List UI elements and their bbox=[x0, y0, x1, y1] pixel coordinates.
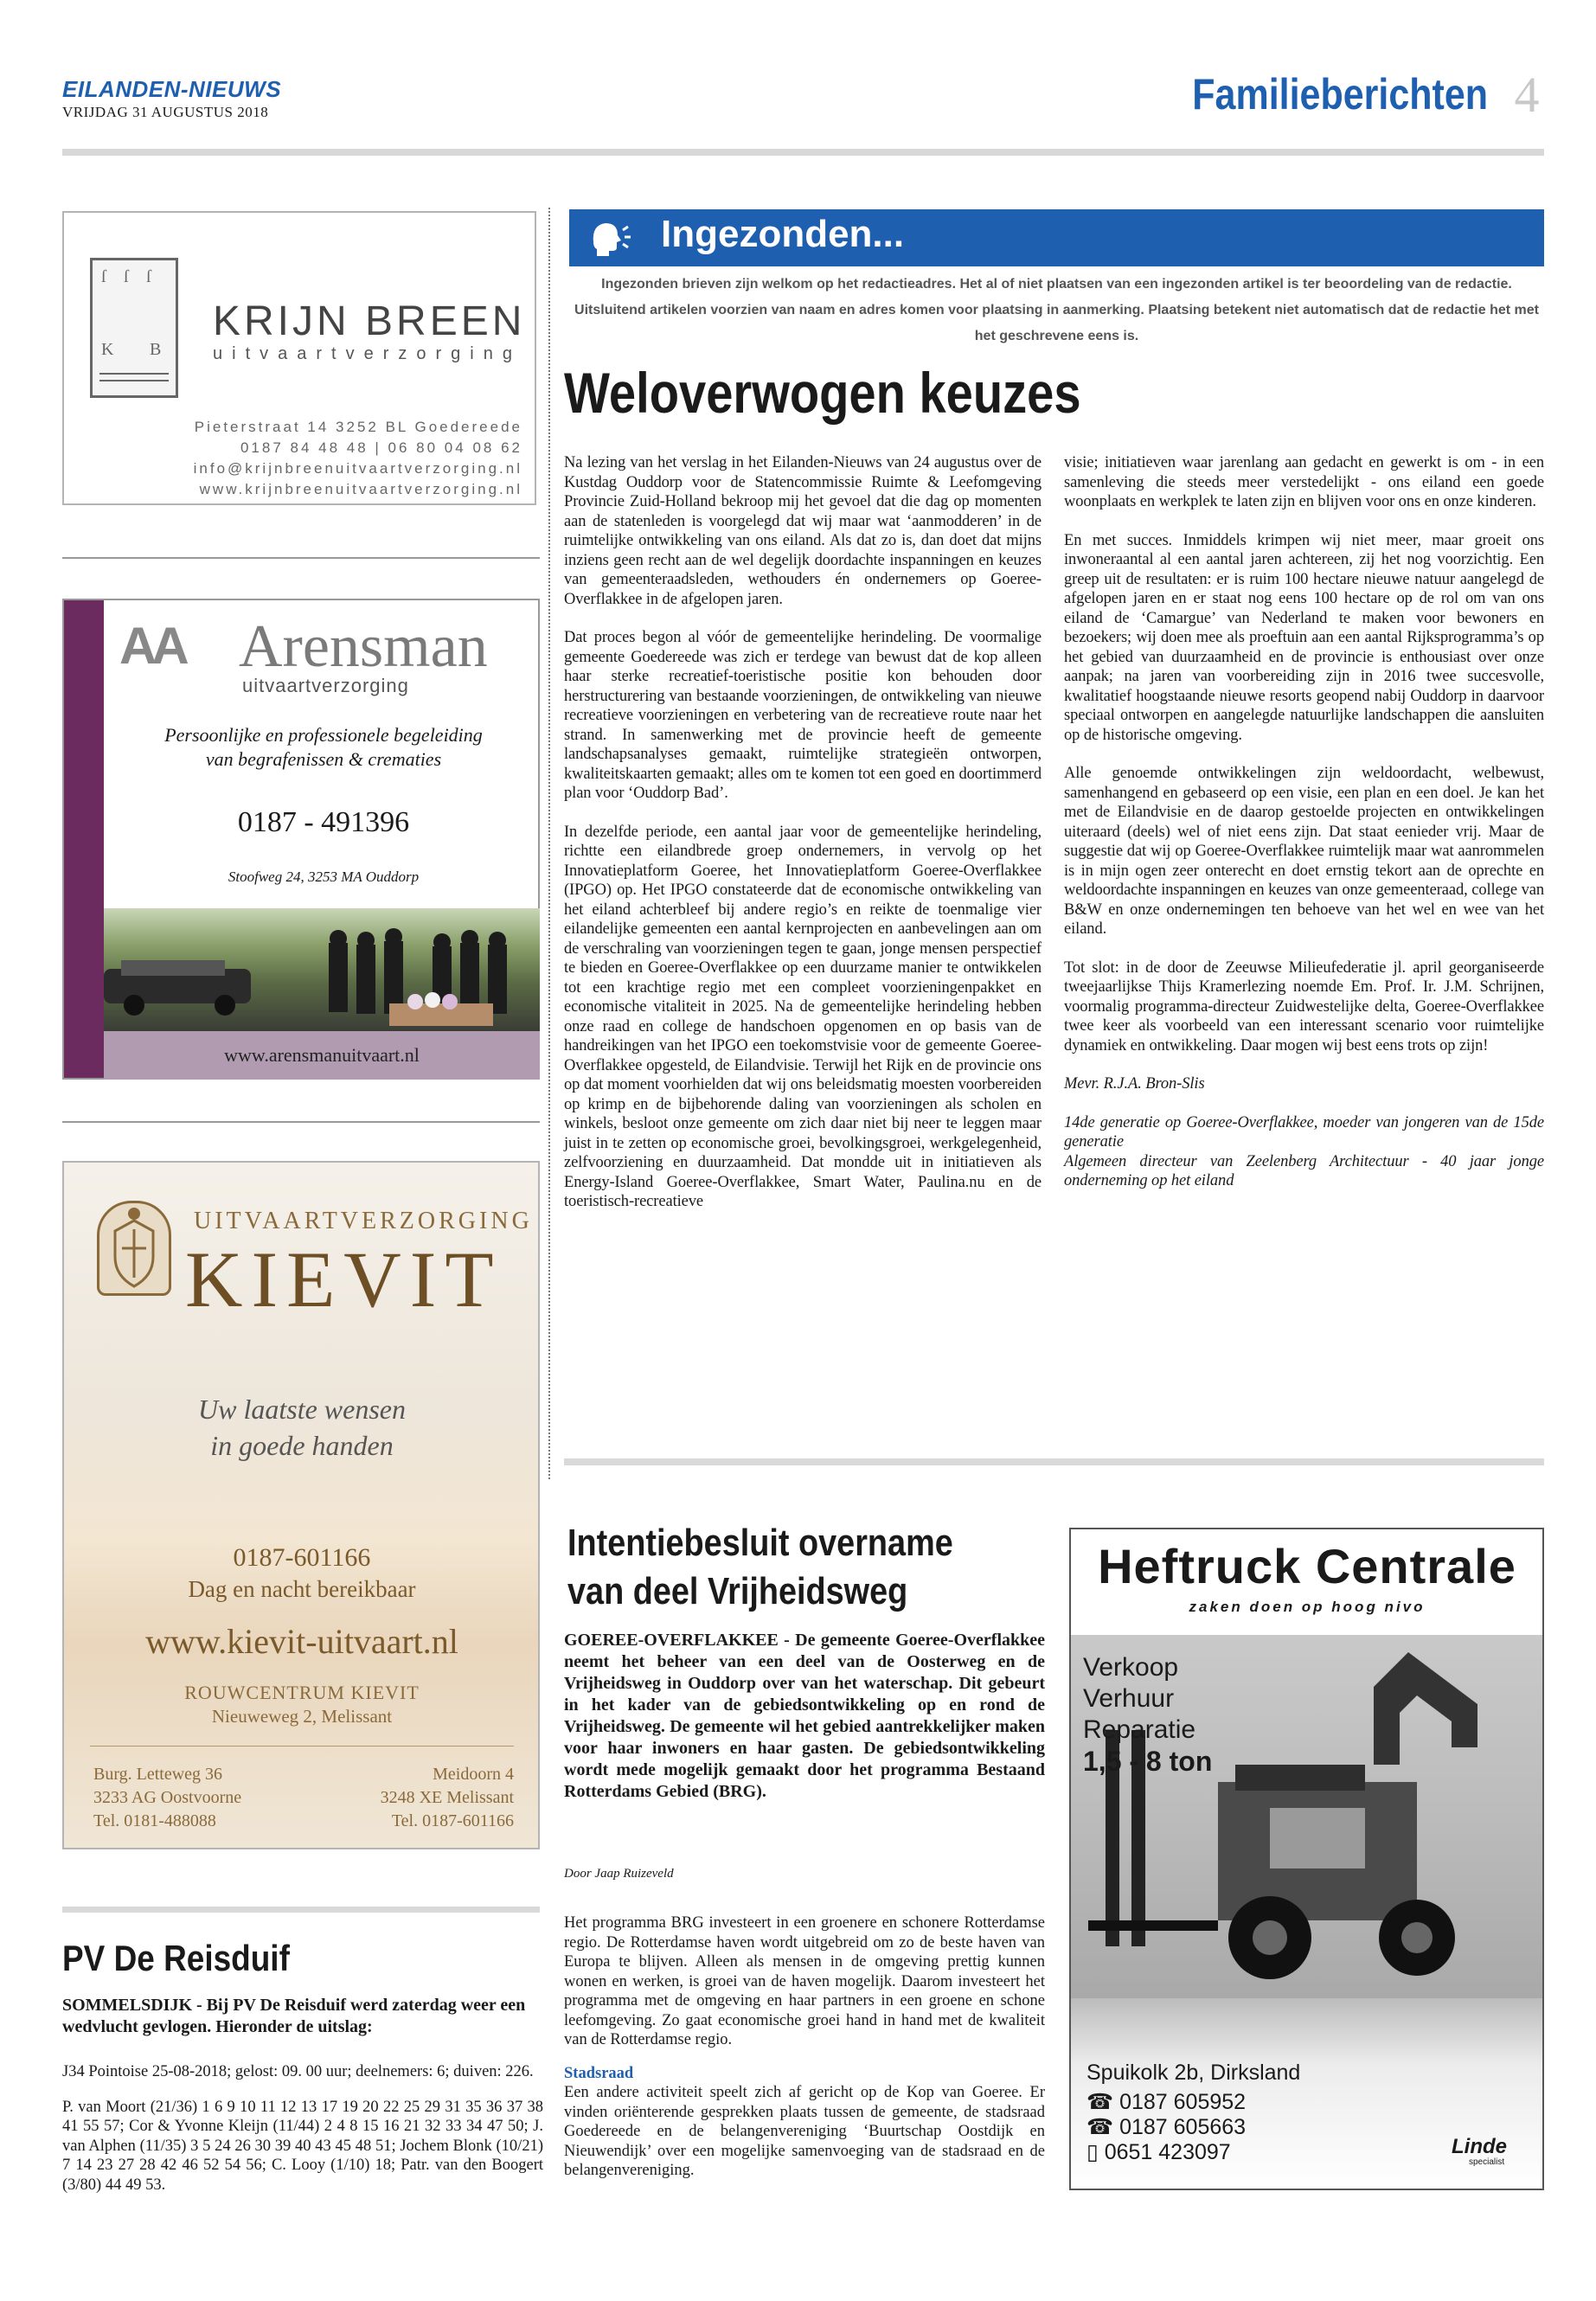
arensman-side-bar bbox=[64, 600, 104, 1078]
krijn-breen-logo bbox=[90, 258, 178, 398]
address-line: 3233 AG Oostvoorne bbox=[93, 1788, 242, 1807]
ad-heftruck-centrale bbox=[1069, 1528, 1544, 2190]
arensman-tagline bbox=[116, 723, 531, 772]
ad-divider bbox=[62, 1121, 540, 1123]
masthead: EILANDEN-NIEUWS bbox=[62, 76, 282, 102]
tagline-line: Persoonlijke en professionele begeleiding bbox=[164, 724, 483, 746]
logo-letter: B bbox=[150, 340, 162, 359]
phone-icon: ☎ bbox=[1086, 2115, 1120, 2139]
ad-divider bbox=[62, 557, 540, 559]
paragraph: Tot slot: in de door de Zeeuwse Milieufederatie jl. april georganiseerde tweejaarlijkse Thijs Kramerlezing noemde Em. Prof. Ir. J.M. Schrijnen, voormalig programma-directeur Zuidwestelijke delta, Goeree-Overflakkee twee keer als voorbeeld van een interessant scenario voor ruimtelijke dynamiek en ontwikkeling. Daar mogen wij best eens trots op zijn! bbox=[1064, 958, 1544, 1054]
paragraph: Dat proces begon al vóór de gemeentelijke herindeling. De voormalige gemeente Goedereede was zich er terdege van bewust dat de kop alleen haar sterke recreatief-toeristische positie kon behouden door herstructurering van bestaande voorzieningen, de ontwikkeling van nieuwe recreatieve voorzieningen en verbetering van de recreatieve route naar het strand. In samenwerking met de provincie heeft de gemeente landschapsanalyses gemaakt, ruimtelijke strategieën ontworpen, kwaliteitskaarten gemaakt; alles om te komen tot een goed en doortimmerd plan voor ‘Ouddorp Bad’. bbox=[564, 629, 1042, 802]
krijn-breen-subtitle: uitvaartverzorging bbox=[213, 344, 522, 363]
kievit-line1: UITVAARTVERZORGING bbox=[194, 1208, 533, 1234]
kievit-availability: Dag en nacht bereikbaar bbox=[188, 1576, 416, 1602]
phone-number: 0187 605663 bbox=[1119, 2115, 1247, 2139]
address-line: 3248 XE Melissant bbox=[380, 1788, 514, 1807]
heftruck-photo-area bbox=[1071, 1635, 1542, 1998]
arensman-url[interactable]: www.arensmanuitvaart.nl bbox=[104, 1031, 540, 1080]
article2-lead: GOEREE-OVERFLAKKEE - De gemeente Goeree-Overflakkee neemt het beheer van een deel van de Oosterweg en de Vrijheidsweg in Ouddorp over van het waterschap. Dit gebeurt in het kader van de gebiedsontwikkeling op en rond de Vrijheidsweg. De gemeente wil het gebied aantrekkelijker maken voor haar inwoners en haar gasten. De gebiedsontwikkeling wordt mede mogelijk gemaakt door het programma Bestaand Rotterdams Gebied (BRG). bbox=[564, 1631, 1045, 1801]
paragraph: Alle genoemde ontwikkelingen zijn weldoordacht, welbewust, samenhangend en gebaseerd op een visie, een plan en een doel. Je kan het met de Eilandvisie en de daarop gestoelde projecten en ontwikkelingen uiteraard (deels) wel of niet eens zijn. Dat staat eenieder vrij. Maar de suggestie dat wij op Goeree-Overflakkee ruimtelijk maar wat aanrommelen is in mijn ogen zeer onterecht en doet ernstig tekort aan de oprechte en weldoordachte inspanningen en keuzes van onze gemeenteraad, college van B&W en onze ondernemingen ten behoeve van het wel en wee van het eiland. bbox=[1064, 765, 1544, 938]
article1-signature-note: 14de generatie op Goeree-Overflakkee, moeder van jongeren van de 15de generatie bbox=[1064, 1113, 1544, 1150]
article2-byline: Door Jaap Ruizeveld bbox=[564, 1867, 674, 1881]
speaking-head-icon bbox=[588, 216, 631, 260]
speaking-head-svg bbox=[588, 216, 631, 260]
kievit-phone: 0187-601166 bbox=[233, 1543, 371, 1572]
logo-letter: ſ bbox=[101, 267, 106, 286]
section-rule bbox=[564, 1458, 1544, 1465]
tagline-line: Uw laatste wensen bbox=[198, 1394, 406, 1425]
arensman-address: Stoofweg 24, 3253 MA Ouddorp bbox=[228, 868, 420, 885]
ad-arensman bbox=[62, 599, 540, 1080]
funeral-photo-illustration bbox=[104, 908, 540, 1031]
section-rule bbox=[62, 1907, 540, 1913]
paragraph: Na lezing van het verslag in het Eilanden-Nieuws van 24 augustus over de Kustdag Ouddorp voor de Statencommissie Ruimte & Leefomgeving Provincie Zuid-Holland bekroop mij het gevoel dat die dag op momenten aan de statenleden is voorgelegd dat wij maar wat ‘aanmodderen’ in de ruimtelijke ontwikkeling van ons eiland. Als dat zo is, dan doet dat mijns inziens geen recht aan de wel degelijk doordachte inspanningen en keuzes van gemeenteraadsleden, wethouders én ondernemers op Goeree-Overflakkee in de afgelopen jaren. bbox=[564, 454, 1042, 608]
kievit-tagline bbox=[81, 1391, 522, 1464]
logo-letter: ſ bbox=[146, 267, 151, 286]
arensman-brand: Arensman bbox=[239, 613, 488, 680]
krijn-breen-contact bbox=[90, 417, 522, 500]
paragraph: Het programma BRG investeert in een groenere en schonere Rotterdamse regio. De Rotterdamse haven wordt uitgebreid om zo de beste haven van Europa te blijven. Alleen als mensen in de omgeving prettig kunnen wonen en werken, is groei van de haven mogelijk. Daarom investeert het programma met de omgeving en haar partners in een groene en schone leefomgeving. Zo gaat economische groei hand in hand met de kwaliteit van de Rotterdamse regio. bbox=[564, 1914, 1045, 2048]
phone-number: 0651 423097 bbox=[1104, 2140, 1231, 2164]
column-separator bbox=[548, 208, 550, 1479]
logo-letter: ſ bbox=[124, 267, 129, 286]
issue-date: VRIJDAG 31 AUGUSTUS 2018 bbox=[62, 104, 269, 120]
paragraph: In dezelfde periode, een aantal jaar voor de gemeentelijke herindeling, richtte een eilandbrede groep ondernemers, in vervolg op het Innovatieplatform Goeree, het Innovatieplatform Goeree-Overflakkee (IPGO) op. Het IPGO constateerde dat de economische ontwikkeling van het eiland achterbleef bij andere regio’s en reikte de toenmalige vier eilandelijke gemeenten een aantal kernprojecten en aanbevelingen aan om de verschraling van voorzieningen tegen te gaan, jonge mensen perspectief te bieden en Goeree-Overflakkee op een duurzame manier te ontwikkelen tot een krachtige regio met een compleet voorzieningenpakket en economische vitaliteit in 2025. Na de gemeentelijke herindeling hebben onze raad en college de handschoen opgenomen en op basis van de handreikingen van het IPGO een toekomstvisie voor de gemeente Goeree-Overflakkee opgesteld, de Eilandvisie. Terwijl het Rijk en de provincie ons op dat moment voorhielden dat wij ons beleidsmatig moesten voorbereiden op krimp en de bijbehorende daling van voorzieningen als scholen en winkels, besloot onze gemeente om zich daar niet bij neer te leggen maar juist in te zetten op economische groei, bevolkingsgroei, werkgelegenheid, zelfvoorziening en duurzaamheid. Dat mondde uit in initiatieven als Energy-Island Goeree-Overflakkee, Smart Water, Paulina.nu en de toeristisch-recreatieve bbox=[564, 823, 1042, 1210]
arensman-logo-mark: AA bbox=[119, 617, 184, 675]
service-item: Reparatie bbox=[1083, 1715, 1196, 1744]
article2-subhead: Stadsraad bbox=[564, 2064, 634, 2082]
logo-letter: K bbox=[101, 340, 114, 359]
kievit-rouwcentrum-address: Nieuweweg 2, Melissant bbox=[211, 1706, 393, 1727]
article2-body bbox=[564, 1913, 1045, 2195]
address-line: Meidoorn 4 bbox=[433, 1765, 514, 1784]
tagline-line: van begrafenissen & crematies bbox=[205, 748, 442, 770]
address-line: Tel. 0187-601166 bbox=[391, 1811, 514, 1830]
pv-lead: SOMMELSDIJK - Bij PV De Reisduif werd zaterdag weer een wedvlucht gevlogen. Hieronder de uitslag: bbox=[62, 1996, 526, 2036]
heftruck-title: Heftruck Centrale bbox=[1098, 1539, 1516, 1593]
arensman-phone: 0187 - 491396 bbox=[237, 806, 410, 838]
service-item: Verkoop bbox=[1083, 1653, 1179, 1682]
kievit-website[interactable]: www.kievit-uitvaart.nl bbox=[145, 1622, 458, 1661]
article1-signature: Mevr. R.J.A. Bron-Slis bbox=[1064, 1075, 1205, 1093]
linde-brand: Linde bbox=[1452, 2135, 1507, 2158]
krijn-website[interactable]: www.krijnbreenuitvaartverzorging.nl bbox=[199, 481, 522, 497]
phone-line bbox=[1086, 2115, 1246, 2140]
krijn-phones: 0187 84 48 48 | 06 80 04 08 62 bbox=[240, 439, 522, 456]
kievit-crest-icon bbox=[97, 1201, 171, 1296]
ingezonden-title: Ingezonden... bbox=[661, 213, 905, 255]
article2-headline: Intentiebesluit overname van deel Vrijheidsweg bbox=[567, 1522, 953, 1612]
heftruck-phones bbox=[1086, 2090, 1246, 2165]
linde-specialist: specialist bbox=[1469, 2157, 1505, 2167]
paragraph: visie; initiatieven waar jarenlang aan gedacht en gewerkt is om - in een samenleving die steeds meer verstedelijkt - ons eiland een goede woonplaats en werkplek te laten zijn en blijven voor ons en onze kinderen. bbox=[1064, 454, 1544, 510]
section-title: Familieberichten bbox=[1192, 70, 1488, 119]
page-number: 4 bbox=[1514, 67, 1540, 123]
ingezonden-note: Ingezonden brieven zijn welkom op het redactieadres. Het al of niet plaatsen van een ingezonden artikel is ter beoordeling van de redactie. Uitsluitend artikelen voorzien van naam en adres komen voor plaatsing in aanmerking. Plaatsing betekent niet automatisch dat de redactie het met het geschrevene eens is. bbox=[574, 277, 1539, 343]
phone-icon: ☎ bbox=[1086, 2090, 1120, 2114]
pv-headline: PV De Reisduif bbox=[62, 1938, 290, 1978]
ad-kievit bbox=[62, 1161, 540, 1849]
paragraph: J34 Pointoise 25-08-2018; gelost: 09. 00 uur; deelnemers: 6; duiven: 226. bbox=[62, 2063, 534, 2080]
kievit-rouwcentrum: ROUWCENTRUM KIEVIT bbox=[184, 1682, 420, 1703]
ingezonden-banner bbox=[569, 209, 1544, 266]
article1-column2 bbox=[1064, 453, 1544, 1191]
paragraph: Een andere activiteit speelt zich af gericht op de Kop van Goeree. Er vinden oriënterende gesprekken plaats tussen de gemeente, de stadsraad Goedereede en de belangenvereniging ‘Buurtschap Oostdijk en Nieuwendijk’ over een mogelijke samenvoeging van de stadsraad en de belangenvereniging. bbox=[564, 2084, 1045, 2179]
phone-number: 0187 605952 bbox=[1119, 2090, 1247, 2114]
arensman-photo bbox=[104, 908, 540, 1031]
krijn-breen-name: KRIJN BREEN bbox=[213, 298, 526, 344]
kievit-crest-svg bbox=[99, 1203, 169, 1293]
heftruck-capacity: 1,5 - 8 ton bbox=[1083, 1746, 1213, 1777]
header-rule bbox=[62, 149, 1544, 156]
article1-signature-note: Algemeen directeur van Zeelenberg Architectuur - 40 jaar jonge onderneming op het eiland bbox=[1064, 1152, 1544, 1189]
krijn-address: Pieterstraat 14 3252 BL Goedereede bbox=[194, 419, 522, 435]
paragraph: En met succes. Inmiddels krimpen wij niet meer, maar groeit ons inwoneraantal al een aantal jaren achtereen, zij het nog voorzichtig. Een greep uit de resultaten: er is ruim 100 hectare nieuwe natuur aangelegd de afgelopen jaren en er staat nog eens 100 hectare op de rol om van ons eiland de ‘Camargue’ van Nederland te maken voor bewoners en bezoekers; wij doen mee als proeftuin aan een aantal Rijksprogramma’s op het gebied van duurzaamheid en de provincie is enthousiast over onze aanpak; na jaren van voorbereiding zijn in 2016 twee succesvolle, kwalitatief hoogstaande nieuwe resorts geopend nabij Ouddorp in daarvoor speciaal ontworpen en aangelegde natuurlijke landschappen die aansluiten op de historische omgeving. bbox=[1064, 531, 1544, 744]
tagline-line: in goede handen bbox=[210, 1430, 394, 1461]
heftruck-address: Spuikolk 2b, Dirksland bbox=[1086, 2061, 1301, 2085]
phone-line bbox=[1086, 2140, 1246, 2165]
address-line: Tel. 0181-488088 bbox=[93, 1811, 216, 1830]
arensman-subtitle: uitvaartverzorging bbox=[242, 675, 409, 696]
heftruck-services bbox=[1083, 1652, 1282, 1777]
service-item: Verhuur bbox=[1083, 1684, 1175, 1713]
kievit-name: KIEVIT bbox=[185, 1235, 503, 1324]
heftruck-subtitle: zaken doen op hoog nivo bbox=[1189, 1599, 1426, 1615]
article1-column1 bbox=[564, 453, 1042, 1231]
article1-headline: Weloverwogen keuzes bbox=[564, 361, 1081, 425]
phone-line bbox=[1086, 2090, 1246, 2115]
ad-krijn-breen bbox=[62, 211, 536, 505]
krijn-email[interactable]: info@krijnbreenuitvaartverzorging.nl bbox=[193, 460, 522, 477]
paragraph: P. van Moort (21/36) 1 6 9 10 11 12 13 17 19 20 22 25 29 31 35 36 37 38 41 55 57; Cor & Yvonne Kleijn (11/44) 2 4 8 15 16 21 32 33 34 47 50; J. van Alphen (11/35) 3 5 24 26 30 39 40 43 45 48 51; Jochem Blonk (10/21) 7 14 23 27 28 42 46 52 54 56; C. Looy (1/10) 18; Patr. van den Boogert (3/80) 44 49 53. bbox=[62, 2098, 543, 2194]
kievit-location-right bbox=[272, 1763, 514, 1833]
mobile-phone-icon: ▯ bbox=[1086, 2140, 1105, 2164]
kievit-divider bbox=[90, 1746, 514, 1747]
pv-body bbox=[62, 2062, 543, 2210]
address-line: Burg. Letteweg 36 bbox=[93, 1765, 223, 1784]
